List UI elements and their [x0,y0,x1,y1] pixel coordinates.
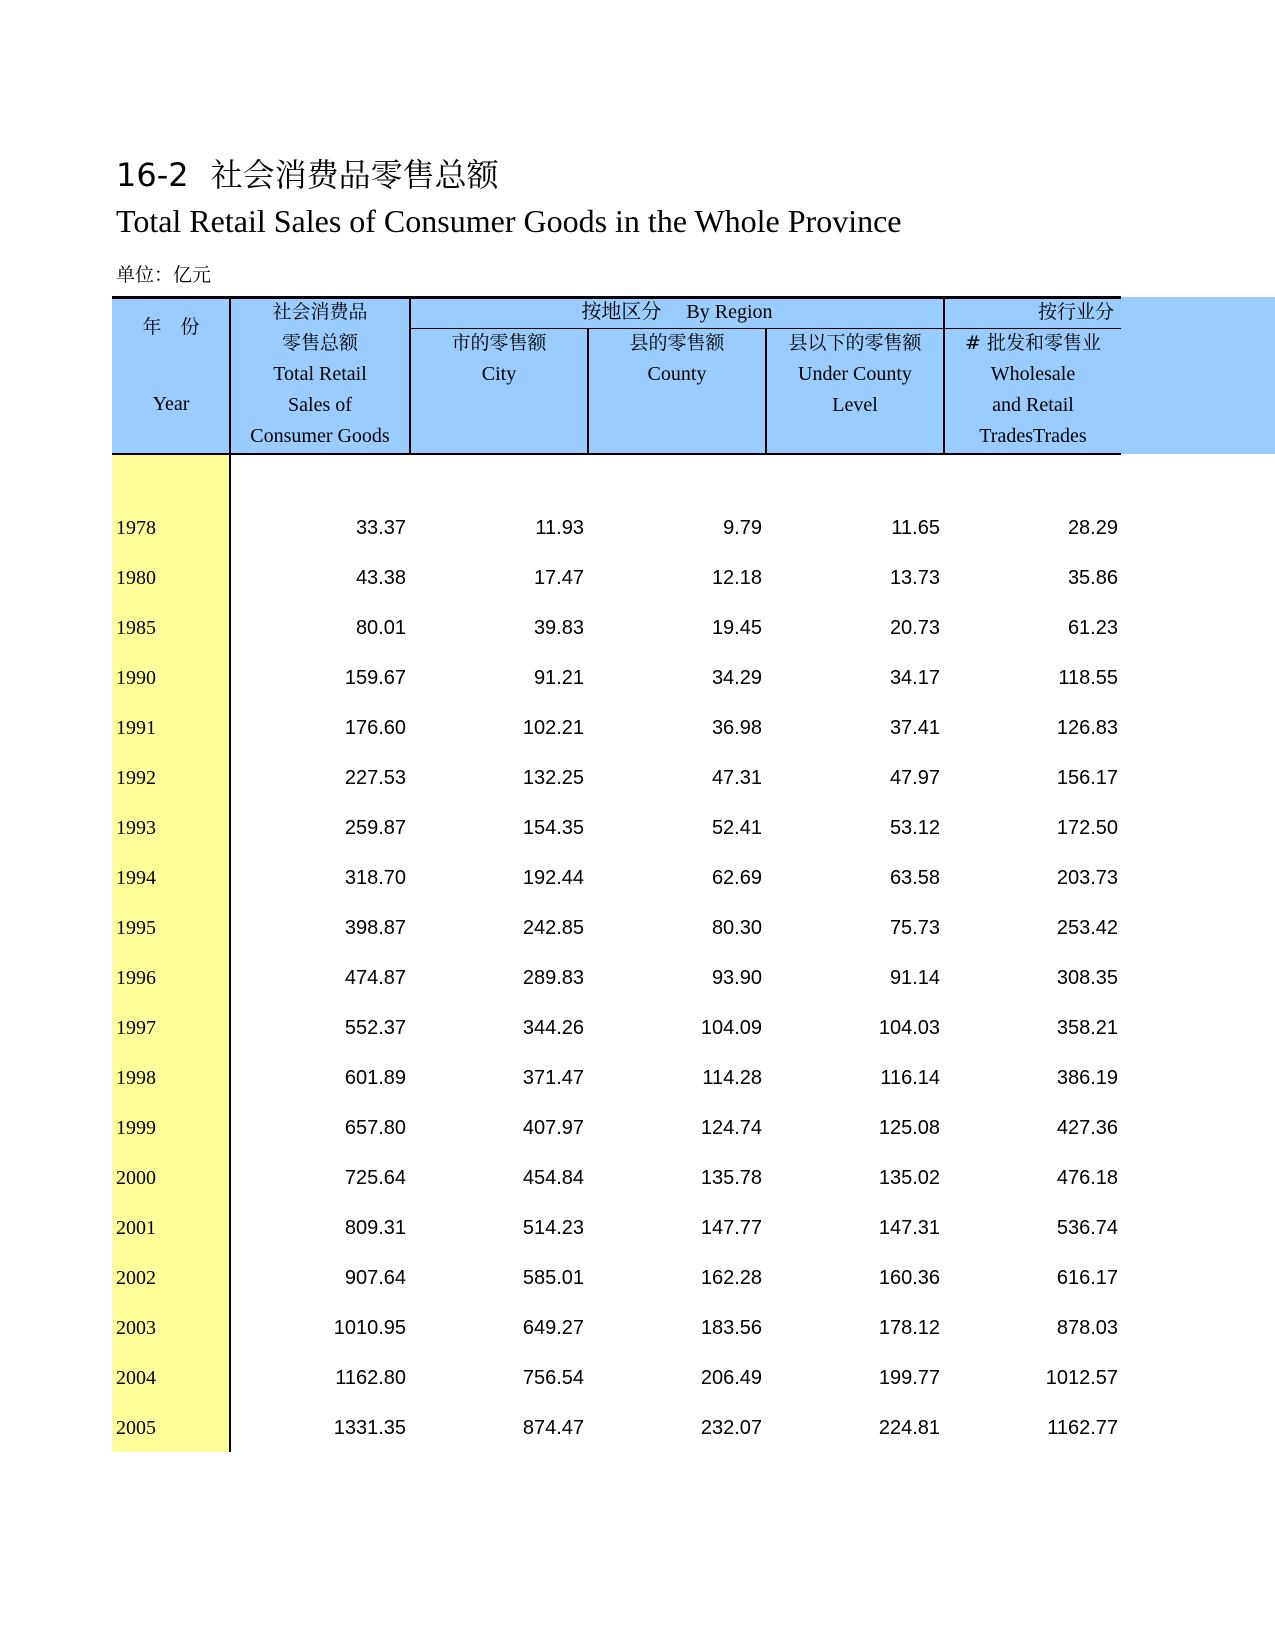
table-row [0,953,1275,1003]
year-cell: 1996 [116,967,156,989]
unit-label: 单位：亿元 [116,264,212,286]
wholesale-cell: 386.19 [1056,1067,1118,1089]
wholesale-cell: 1012.57 [1045,1367,1118,1389]
under-cell: 178.12 [878,1317,940,1339]
wholesale-cell: 476.18 [1056,1167,1118,1189]
total-cell: 33.37 [355,517,406,539]
header-under-county-en-1: Under County [798,363,912,385]
header-wholesale-en-3: TradesTrades [979,425,1087,447]
header-region-group-label: 按地区分 By Region [581,301,773,323]
header-county-en: County [647,363,707,385]
header-wholesale-en-2: and Retail [992,394,1074,416]
year-cell: 2004 [116,1367,156,1389]
under-cell: 199.77 [878,1367,940,1389]
header-total [230,297,410,452]
wholesale-cell: 358.21 [1056,1017,1118,1039]
year-cell: 1995 [116,917,156,939]
year-cell: 1980 [116,567,156,589]
table-row [0,653,1275,703]
header-total-en-2: Sales of [288,394,352,416]
wholesale-cell: 172.50 [1056,817,1118,839]
county-cell: 124.74 [700,1117,762,1139]
table-row [0,1253,1275,1303]
county-cell: 12.18 [711,567,762,589]
table-row [0,903,1275,953]
city-cell: 39.83 [533,617,584,639]
total-cell: 1010.95 [333,1317,406,1339]
city-cell: 289.83 [522,967,584,989]
header-wholesale-cn: # 批发和零售业 [965,332,1101,354]
city-cell: 371.47 [522,1067,584,1089]
table-row [0,1403,1275,1453]
wholesale-cell: 1162.77 [1047,1417,1118,1439]
header-wholesale-en-1: Wholesale [990,363,1076,385]
header-industry-group: 按行业分 [1037,301,1114,323]
header-year-cn: 年 份 [142,316,200,338]
total-cell: 552.37 [344,1017,406,1039]
year-cell: 2000 [116,1167,156,1189]
total-cell: 474.87 [344,967,406,989]
city-cell: 514.23 [522,1217,584,1239]
table-row [0,853,1275,903]
city-cell: 132.25 [522,767,584,789]
total-cell: 809.31 [344,1217,406,1239]
year-cell: 1991 [116,717,156,739]
county-cell: 36.98 [711,717,762,739]
year-cell: 2002 [116,1267,156,1289]
table-row [0,1303,1275,1353]
city-cell: 242.85 [522,917,584,939]
year-cell: 1985 [116,617,156,639]
wholesale-cell: 61.23 [1067,617,1118,639]
total-cell: 43.38 [355,567,406,589]
header-total-en-3: Consumer Goods [250,425,390,447]
under-cell: 37.41 [889,717,940,739]
table-number: 16-2 [116,156,189,194]
county-cell: 147.77 [700,1217,762,1239]
wholesale-cell: 536.74 [1056,1217,1118,1239]
table-row [0,603,1275,653]
county-cell: 80.30 [711,917,762,939]
under-cell: 224.81 [878,1417,940,1439]
year-cell: 1994 [116,867,156,889]
total-cell: 657.80 [344,1117,406,1139]
under-cell: 11.65 [891,517,940,539]
city-cell: 874.47 [522,1417,584,1439]
year-cell: 2001 [116,1217,156,1239]
total-cell: 80.01 [355,617,406,639]
under-cell: 75.73 [889,917,940,939]
city-cell: 102.21 [522,717,584,739]
header-year-en: Year [152,393,190,415]
city-cell: 344.26 [522,1017,584,1039]
county-cell: 34.29 [711,667,762,689]
year-cell: 1993 [116,817,156,839]
header-under-county [766,328,944,421]
year-cell: 2005 [116,1417,156,1439]
city-cell: 192.44 [522,867,584,889]
city-cell: 454.84 [522,1167,584,1189]
header-county-cn: 县的零售额 [629,332,725,354]
table-row [0,503,1275,553]
header-region-group [410,297,944,328]
header-under-county-en-2: Level [832,394,878,416]
city-cell: 756.54 [522,1367,584,1389]
county-cell: 104.09 [700,1017,762,1039]
wholesale-cell: 203.73 [1056,867,1118,889]
city-cell: 17.47 [533,567,584,589]
year-cell: 2003 [116,1317,156,1339]
year-cell: 1990 [116,667,156,689]
city-cell: 407.97 [522,1117,584,1139]
wholesale-cell: 427.36 [1056,1117,1118,1139]
year-cell: 1992 [116,767,156,789]
table-row [0,1003,1275,1053]
total-cell: 259.87 [344,817,406,839]
total-cell: 318.70 [344,867,406,889]
city-cell: 91.21 [533,667,584,689]
under-cell: 13.73 [889,567,940,589]
under-cell: 91.14 [889,967,940,989]
header-total-en-1: Total Retail [273,363,367,385]
county-cell: 162.28 [700,1267,762,1289]
header-city-en: City [481,363,517,385]
table-row [0,1353,1275,1403]
header-wholesale [944,297,1122,452]
city-cell: 649.27 [522,1317,584,1339]
header-total-cn-2: 零售总额 [281,332,358,354]
wholesale-cell: 616.17 [1056,1267,1118,1289]
table-row [0,803,1275,853]
table-title-en: Total Retail Sales of Consumer Goods in the Whole Province [116,203,902,239]
county-cell: 52.41 [711,817,762,839]
city-cell: 11.93 [535,517,584,539]
under-cell: 34.17 [889,667,940,689]
total-cell: 1331.35 [333,1417,406,1439]
under-cell: 53.12 [889,817,940,839]
table-row [0,1203,1275,1253]
total-cell: 398.87 [344,917,406,939]
total-cell: 159.67 [344,667,406,689]
city-cell: 585.01 [522,1267,584,1289]
header-year [112,312,230,420]
header-total-cn-1: 社会消费品 [272,301,368,323]
under-cell: 20.73 [889,617,940,639]
county-cell: 232.07 [700,1417,762,1439]
table-row [0,703,1275,753]
table-row [0,1153,1275,1203]
county-cell: 135.78 [700,1167,762,1189]
county-cell: 19.45 [711,617,762,639]
under-cell: 125.08 [878,1117,940,1139]
table-row [0,753,1275,803]
year-cell: 1978 [116,517,156,539]
county-cell: 62.69 [711,867,762,889]
city-cell: 154.35 [522,817,584,839]
total-cell: 907.64 [344,1267,406,1289]
county-cell: 183.56 [700,1317,762,1339]
under-cell: 63.58 [889,867,940,889]
total-cell: 1162.80 [335,1367,406,1389]
under-cell: 104.03 [878,1017,940,1039]
table-title-cn [116,150,499,196]
county-cell: 93.90 [711,967,762,989]
header-city [410,328,588,390]
header-city-cn: 市的零售额 [451,332,547,354]
table-title-cn-text: 社会消费品零售总额 [210,156,499,194]
total-cell: 227.53 [344,767,406,789]
table-row [0,1103,1275,1153]
under-cell: 47.97 [889,767,940,789]
header-under-county-cn: 县以下的零售额 [788,332,922,354]
wholesale-cell: 253.42 [1056,917,1118,939]
total-cell: 601.89 [344,1067,406,1089]
county-cell: 9.79 [723,517,762,539]
table-row [0,1053,1275,1103]
year-cell: 1999 [116,1117,156,1139]
wholesale-cell: 118.55 [1058,667,1118,689]
header-bottom-rule [112,453,1121,455]
total-cell: 725.64 [344,1167,406,1189]
under-cell: 116.14 [880,1067,940,1089]
under-cell: 147.31 [878,1217,940,1239]
county-cell: 206.49 [700,1367,762,1389]
year-cell: 1997 [116,1017,156,1039]
wholesale-cell: 308.35 [1056,967,1118,989]
wholesale-cell: 878.03 [1056,1317,1118,1339]
total-cell: 176.60 [344,717,406,739]
under-cell: 135.02 [878,1167,940,1189]
table-row [0,553,1275,603]
under-cell: 160.36 [878,1267,940,1289]
county-cell: 47.31 [711,767,762,789]
county-cell: 114.28 [702,1067,762,1089]
wholesale-cell: 35.86 [1067,567,1118,589]
year-cell: 1998 [116,1067,156,1089]
header-county [588,328,766,390]
wholesale-cell: 28.29 [1067,517,1118,539]
wholesale-cell: 156.17 [1056,767,1118,789]
wholesale-cell: 126.83 [1056,717,1118,739]
